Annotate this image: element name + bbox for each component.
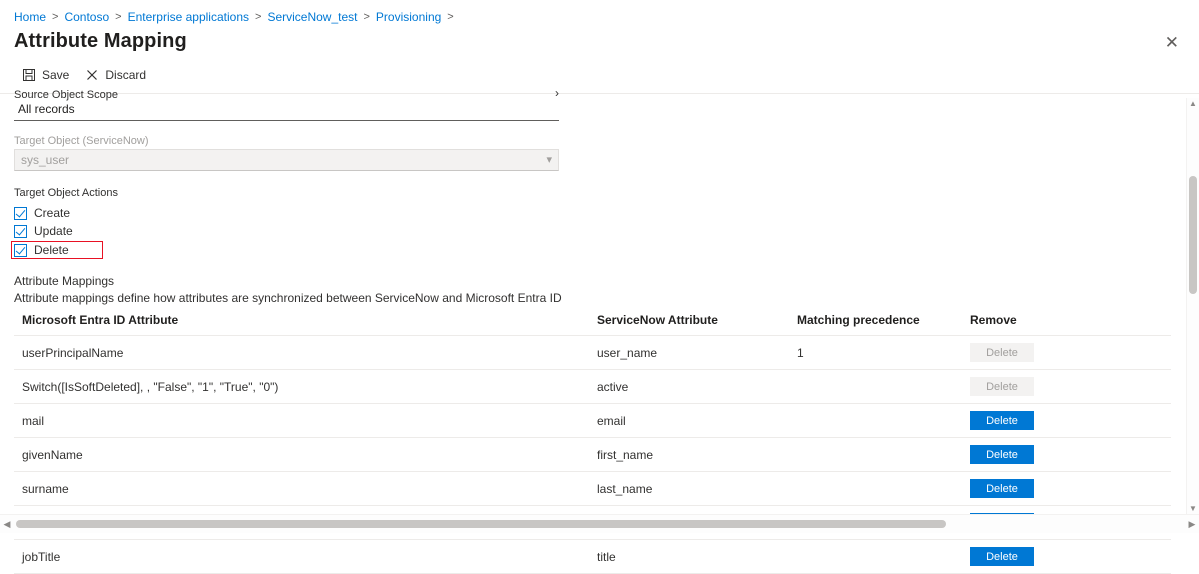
cell-entra-attribute[interactable]: Switch([IsSoftDeleted], , "False", "1", "True", "0") bbox=[14, 370, 589, 404]
cell-remove bbox=[962, 540, 1171, 574]
column-header-servicenow-attribute: ServiceNow Attribute bbox=[589, 313, 789, 336]
table-row[interactable] bbox=[14, 472, 1171, 506]
breadcrumb-separator-icon: > bbox=[115, 11, 122, 23]
save-button[interactable] bbox=[22, 68, 69, 82]
cell-servicenow-attribute: first_name bbox=[589, 438, 789, 472]
checkbox-delete-row[interactable] bbox=[14, 242, 1173, 258]
cell-servicenow-attribute: title bbox=[589, 540, 789, 574]
close-icon[interactable]: ✕ bbox=[1164, 33, 1179, 52]
cell-matching-precedence bbox=[789, 472, 962, 506]
close-x-icon bbox=[85, 68, 99, 82]
cell-servicenow-attribute: user_name bbox=[589, 336, 789, 370]
cell-matching-precedence bbox=[789, 540, 962, 574]
delete-button[interactable]: Delete bbox=[970, 547, 1034, 566]
source-object-scope-label: Source Object Scope bbox=[14, 89, 118, 101]
source-object-scope-value: All records bbox=[18, 102, 75, 116]
delete-button: Delete bbox=[970, 377, 1034, 396]
target-object-actions-label: Target Object Actions bbox=[14, 187, 118, 199]
table-row[interactable] bbox=[14, 336, 1171, 370]
breadcrumb bbox=[0, 0, 1199, 26]
form-scroll-region bbox=[0, 86, 1187, 564]
chevron-down-icon: ▾ bbox=[546, 154, 552, 166]
column-header-entra-attribute: Microsoft Entra ID Attribute bbox=[14, 313, 589, 336]
cell-matching-precedence bbox=[789, 438, 962, 472]
table-header-row bbox=[14, 313, 1171, 336]
table-row[interactable] bbox=[14, 370, 1171, 404]
scroll-up-icon[interactable]: ▲ bbox=[1189, 99, 1197, 108]
breadcrumb-item-enterprise-applications[interactable]: Enterprise applications bbox=[127, 10, 249, 24]
checkbox-update[interactable] bbox=[14, 223, 1173, 239]
cell-matching-precedence bbox=[789, 370, 962, 404]
breadcrumb-item-servicenow-test[interactable]: ServiceNow_test bbox=[267, 10, 358, 24]
checkbox-create[interactable] bbox=[14, 205, 1173, 221]
discard-label: Discard bbox=[105, 68, 147, 82]
checkbox-create-label: Create bbox=[34, 206, 71, 220]
cell-servicenow-attribute: last_name bbox=[589, 472, 789, 506]
cell-servicenow-attribute: email bbox=[589, 404, 789, 438]
scroll-right-icon[interactable]: ▶ bbox=[1188, 519, 1196, 529]
checkbox-icon[interactable] bbox=[14, 244, 27, 257]
cell-remove bbox=[962, 472, 1171, 506]
cell-remove bbox=[962, 336, 1171, 370]
target-object-label: Target Object (ServiceNow) bbox=[14, 135, 149, 147]
breadcrumb-separator-icon: > bbox=[52, 11, 59, 23]
horizontal-scroll-thumb[interactable] bbox=[16, 520, 946, 528]
attribute-mappings-table bbox=[14, 313, 1171, 574]
column-header-matching-precedence: Matching precedence bbox=[789, 313, 962, 336]
breadcrumb-separator-icon: > bbox=[447, 11, 454, 23]
breadcrumb-item-contoso[interactable]: Contoso bbox=[64, 10, 110, 24]
breadcrumb-item-provisioning[interactable]: Provisioning bbox=[375, 10, 442, 24]
horizontal-scrollbar[interactable] bbox=[0, 514, 1199, 533]
delete-action-highlight[interactable] bbox=[11, 241, 103, 259]
breadcrumb-item-home[interactable]: Home bbox=[14, 10, 47, 24]
cell-entra-attribute[interactable]: givenName bbox=[14, 438, 589, 472]
scroll-left-icon[interactable]: ◀ bbox=[3, 519, 11, 529]
delete-button: Delete bbox=[970, 343, 1034, 362]
page-title: Attribute Mapping bbox=[14, 30, 187, 52]
column-header-remove: Remove bbox=[962, 313, 1171, 336]
discard-button[interactable] bbox=[85, 68, 146, 82]
cell-matching-precedence: 1 bbox=[789, 336, 962, 370]
chevron-right-icon[interactable]: › bbox=[555, 86, 559, 100]
table-row[interactable] bbox=[14, 438, 1171, 472]
delete-button[interactable]: Delete bbox=[970, 411, 1034, 430]
table-row[interactable] bbox=[14, 404, 1171, 438]
breadcrumb-separator-icon: > bbox=[255, 11, 262, 23]
page-header bbox=[0, 26, 1199, 55]
table-row[interactable] bbox=[14, 540, 1171, 574]
target-object-select bbox=[14, 149, 559, 171]
cell-entra-attribute[interactable]: mail bbox=[14, 404, 589, 438]
attribute-mappings-description: Attribute mappings define how attributes are synchronized between ServiceNow and Microsoft Entra ID bbox=[14, 291, 562, 305]
checkbox-update-label: Update bbox=[34, 224, 73, 238]
target-object-value: sys_user bbox=[21, 153, 70, 167]
cell-remove bbox=[962, 438, 1171, 472]
source-object-scope-field[interactable] bbox=[14, 86, 559, 101]
breadcrumb-separator-icon: > bbox=[363, 11, 370, 23]
cell-servicenow-attribute: active bbox=[589, 370, 789, 404]
cell-remove bbox=[962, 404, 1171, 438]
cell-remove bbox=[962, 370, 1171, 404]
cell-entra-attribute[interactable]: userPrincipalName bbox=[14, 336, 589, 370]
checkbox-icon[interactable] bbox=[14, 207, 27, 220]
cell-matching-precedence bbox=[789, 404, 962, 438]
source-object-scope-value-box[interactable] bbox=[14, 98, 559, 121]
cell-entra-attribute[interactable]: surname bbox=[14, 472, 589, 506]
cell-entra-attribute[interactable]: jobTitle bbox=[14, 540, 589, 574]
save-icon bbox=[22, 68, 36, 82]
command-bar bbox=[0, 55, 1199, 93]
delete-button[interactable]: Delete bbox=[970, 479, 1034, 498]
attribute-mappings-title: Attribute Mappings bbox=[14, 274, 115, 288]
vertical-scroll-thumb[interactable] bbox=[1189, 176, 1197, 294]
checkbox-icon[interactable] bbox=[14, 225, 27, 238]
vertical-scrollbar[interactable] bbox=[1186, 98, 1199, 515]
content-area bbox=[0, 86, 1199, 564]
scroll-down-icon[interactable]: ▼ bbox=[1189, 504, 1197, 513]
delete-button[interactable]: Delete bbox=[970, 445, 1034, 464]
checkbox-delete-label: Delete bbox=[34, 243, 69, 257]
save-label: Save bbox=[42, 68, 70, 82]
